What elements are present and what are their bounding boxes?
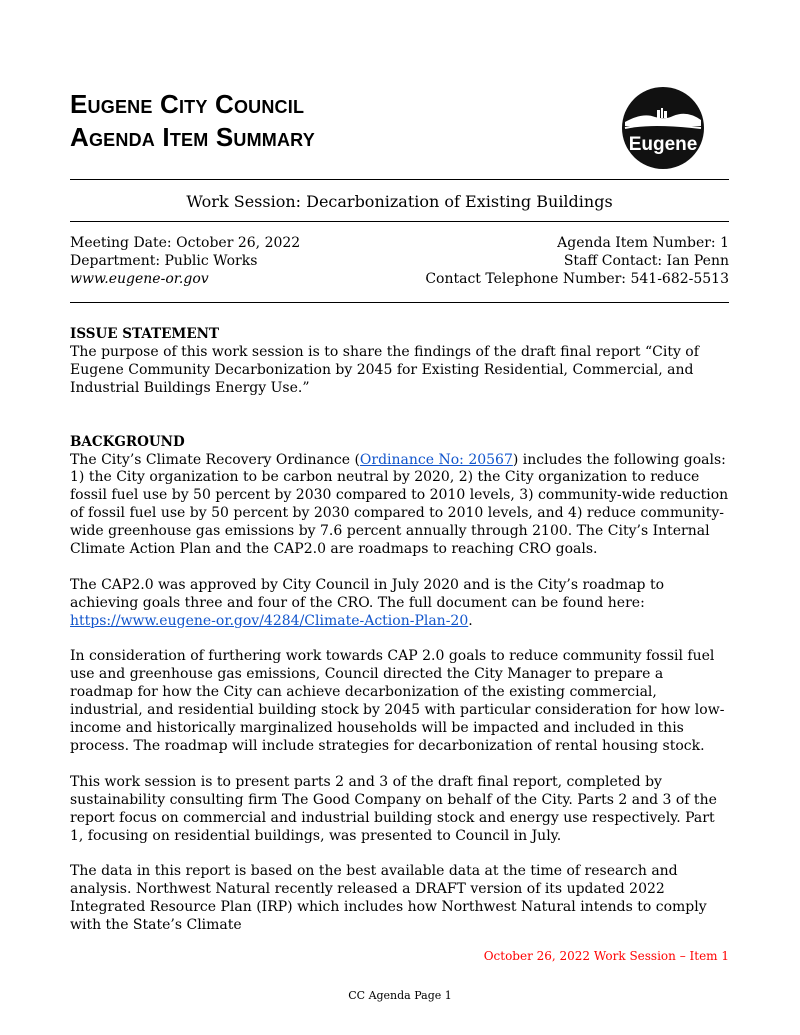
title-line-2: Agenda Item Summary: [70, 122, 315, 152]
department: Department: Public Works: [70, 253, 258, 269]
issue-heading: ISSUE STATEMENT: [70, 326, 220, 342]
meeting-date: Meeting Date: October 26, 2022: [70, 235, 301, 251]
header-rule: [70, 179, 729, 180]
cap-link[interactable]: https://www.eugene-or.gov/4284/Climate-Action-Plan-20: [70, 612, 469, 629]
meta-rule: [70, 302, 729, 303]
meeting-info: [70, 234, 729, 288]
document-title: [70, 88, 315, 154]
background-paragraph-3: In consideration of furthering work towards CAP 2.0 goals to reduce community fossil fuel use and greenhouse gas emissions, Council directed the City Manager to prepare a roadmap for how the City can achieve decarbonization of the existing commercial, industrial, and residential building stock by 2045 with particular consideration for how low-income and historically marginalized households will be impacted and included in this process. The roadmap will include strategies for decarbonization of rental housing stock.: [70, 648, 725, 754]
eugene-logo: [621, 86, 705, 170]
contact-phone: Contact Telephone Number: 541-682-5513: [425, 271, 729, 287]
logo-text: Eugene: [628, 134, 698, 155]
title-line-1: Eugene City Council: [70, 89, 305, 119]
work-session-title: Work Session: Decarbonization of Existing Buildings: [186, 192, 613, 211]
background-paragraph-4: This work session is to present parts 2 and 3 of the draft final report, completed by sustainability consulting firm The Good Company on behalf of the City. Parts 2 and 3 of the report focus on commercial and industrial building stock and energy use respectively. Part 1, focusing on residential buildings, was presented to Council in July.: [70, 773, 717, 844]
work-session-footer: October 26, 2022 Work Session – Item 1: [483, 949, 729, 963]
website: www.eugene-or.gov: [70, 271, 209, 287]
subtitle-rule: [70, 221, 729, 222]
background-paragraph-2: The CAP2.0 was approved by City Council in July 2020 and is the City’s roadmap to achieving goals three and four of the CRO. The full document can be found here: https://www.eugene-or.gov/4284/Climate-Action-Plan-20.: [70, 576, 665, 629]
agenda-item-number: Agenda Item Number: 1: [557, 235, 729, 251]
ordinance-link[interactable]: Ordinance No: 20567: [359, 451, 513, 468]
background-paragraph-1: The City’s Climate Recovery Ordinance (Ordinance No: 20567) includes the following goals: 1) the City organization to be carbon neutral by 2020, 2) the City organization to reduce fossil fuel use by 50 percent by 2030 compared to 2010 levels, 3) community-wide reduction of fossil fuel use by 50 percent by 2030 compared to 2010 levels, and 4) reduce community-wide greenhouse gas emissions by 7.6 percent annually through 2100. The City’s Internal Climate Action Plan and the CAP2.0 are roadmaps to reaching CRO goals.: [70, 451, 729, 558]
background-heading: BACKGROUND: [70, 433, 185, 450]
document-body: [70, 326, 729, 935]
issue-text: The purpose of this work session is to share the findings of the draft final report “City of Eugene Community Decarbonization by 2045 for Existing Residential, Commercial, and Industrial Buildings Energy Use.”: [70, 343, 699, 396]
staff-contact: Staff Contact: Ian Penn: [563, 253, 729, 269]
page-number: CC Agenda Page 1: [348, 989, 452, 1002]
background-paragraph-5: The data in this report is based on the best available data at the time of research and analysis. Northwest Natural recently released a DRAFT version of its updated 2022 Integrated Resource Plan (IRP) which includes how Northwest Natural intends to comply with the State’s Climate: [70, 863, 707, 934]
